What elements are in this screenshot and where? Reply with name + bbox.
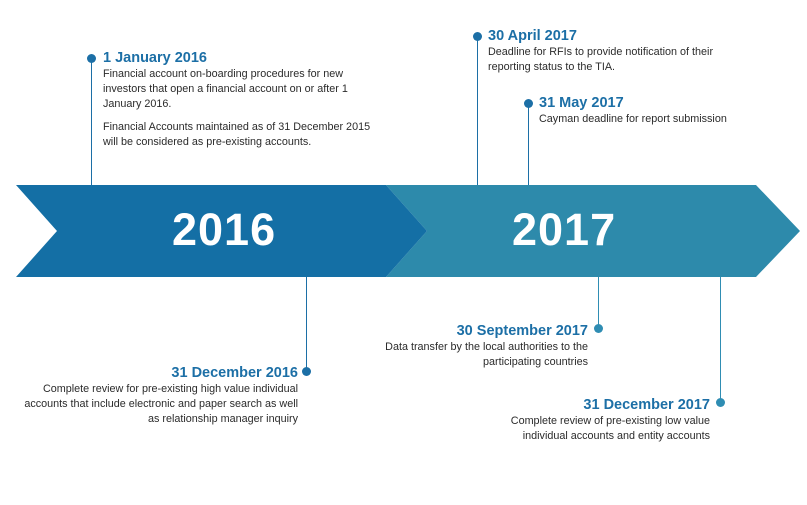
year-2016-label: 2016 bbox=[172, 204, 277, 255]
event-30-september-2017 bbox=[358, 322, 588, 378]
year-2017-label: 2017 bbox=[512, 204, 617, 255]
event-description-line: Complete review for pre-existing high value individual accounts that include electronic and paper search as well as relationship manager inquiry bbox=[24, 383, 298, 425]
event-description bbox=[480, 414, 710, 444]
event-description-line: Financial account on-boarding procedures for new investors that open a financial account on or after 1 January 2016. bbox=[103, 68, 348, 110]
event-marker-dot bbox=[524, 99, 533, 108]
event-date: 30 April 2017 bbox=[488, 28, 577, 44]
event-stem bbox=[598, 277, 599, 329]
event-date: 30 September 2017 bbox=[456, 323, 588, 339]
event-31-december-2017 bbox=[480, 396, 710, 452]
event-description bbox=[103, 67, 388, 150]
event-description bbox=[358, 340, 588, 370]
event-description-line: Complete review of pre-existing low value individual accounts and entity accounts bbox=[510, 415, 710, 442]
event-description-line: Cayman deadline for report submission bbox=[539, 113, 727, 125]
event-marker-dot bbox=[87, 54, 96, 63]
event-description-line: Data transfer by the local authorities to the participating countries bbox=[385, 341, 588, 368]
event-stem bbox=[306, 277, 307, 369]
event-description bbox=[539, 112, 779, 127]
event-date: 31 December 2017 bbox=[583, 397, 710, 413]
event-date: 31 December 2016 bbox=[171, 365, 298, 381]
event-31-december-2016 bbox=[14, 364, 298, 435]
event-stem bbox=[720, 277, 721, 403]
event-date: 31 May 2017 bbox=[539, 95, 624, 111]
event-description bbox=[14, 382, 298, 427]
event-marker-dot bbox=[716, 398, 725, 407]
event-stem bbox=[477, 40, 478, 185]
event-31-may-2017 bbox=[539, 94, 779, 135]
event-30-april-2017 bbox=[488, 27, 758, 83]
event-description-line: Deadline for RFIs to provide notification of their reporting status to the TIA. bbox=[488, 46, 714, 73]
event-1-january-2016 bbox=[103, 49, 388, 158]
event-marker-dot bbox=[473, 32, 482, 41]
event-description-line: Financial Accounts maintained as of 31 December 2015 will be considered as pre-existing accounts. bbox=[103, 121, 371, 148]
event-date: 1 January 2016 bbox=[103, 50, 207, 66]
event-marker-dot bbox=[594, 324, 603, 333]
event-stem bbox=[91, 62, 92, 185]
event-description bbox=[488, 45, 758, 75]
event-stem bbox=[528, 107, 529, 185]
event-marker-dot bbox=[302, 367, 311, 376]
